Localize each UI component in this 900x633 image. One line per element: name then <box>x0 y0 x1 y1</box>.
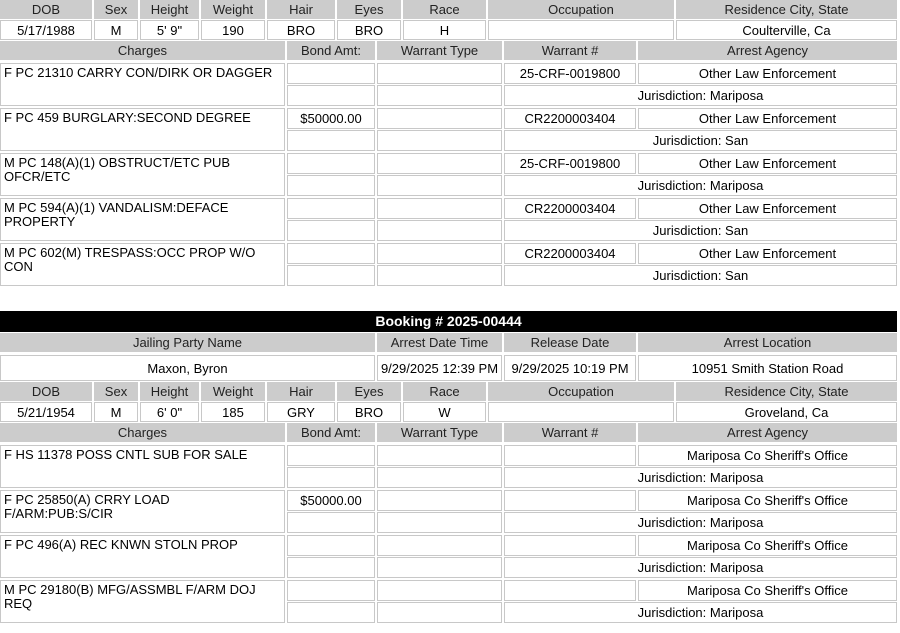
warrant-type <box>377 108 502 129</box>
warrant-number: 25-CRF-0019800 <box>504 63 636 84</box>
charge-text: M PC 594(A)(1) VANDALISM:DEFACE PROPERTY <box>4 200 229 229</box>
charge-cell <box>0 445 285 488</box>
person-residence: Groveland, Ca <box>676 402 897 422</box>
person-race: H <box>403 20 486 40</box>
bond-amount: $50000.00 <box>287 108 375 129</box>
warrant-type <box>377 153 502 174</box>
warrant-type <box>377 490 502 511</box>
person-dob: 5/21/1954 <box>0 402 92 422</box>
bond-amount-extra <box>287 220 375 241</box>
arrest-agency: Other Law Enforcement <box>638 63 897 84</box>
bond-amount-extra <box>287 467 375 488</box>
charge-text: F PC 496(A) REC KNWN STOLN PROP <box>4 537 238 552</box>
warrant-number <box>504 445 636 466</box>
charge-cell <box>0 63 285 106</box>
bond-amount-extra <box>287 130 375 151</box>
col-header-warrant-type: Warrant Type <box>377 423 502 442</box>
bond-amount-extra <box>287 175 375 196</box>
booking-title: Booking # 2025-00444 <box>0 311 897 332</box>
jurisdiction: Jurisdiction: Mariposa <box>504 557 897 578</box>
bond-amount <box>287 535 375 556</box>
col-header-occupation: Occupation <box>488 0 674 19</box>
col-header-weight: Weight <box>201 382 265 401</box>
warrant-type-extra <box>377 467 502 488</box>
charge-cell <box>0 108 285 151</box>
col-header-sex: Sex <box>94 382 138 401</box>
warrant-type <box>377 198 502 219</box>
warrant-type <box>377 63 502 84</box>
charge-text: F PC 459 BURGLARY:SECOND DEGREE <box>4 110 251 125</box>
warrant-number <box>504 580 636 601</box>
bond-amount <box>287 153 375 174</box>
col-header-eyes: Eyes <box>337 382 401 401</box>
col-header-release-date: Release Date <box>504 333 636 352</box>
jurisdiction: Jurisdiction: San <box>504 130 897 151</box>
warrant-type <box>377 580 502 601</box>
person-hair: BRO <box>267 20 335 40</box>
charge-cell <box>0 535 285 578</box>
arrest-agency: Mariposa Co Sheriff's Office <box>638 490 897 511</box>
bond-amount <box>287 243 375 264</box>
warrant-type-extra <box>377 265 502 286</box>
warrant-type <box>377 243 502 264</box>
arrest-agency: Mariposa Co Sheriff's Office <box>638 535 897 556</box>
charge-cell <box>0 198 285 241</box>
arrest-agency: Other Law Enforcement <box>638 108 897 129</box>
bond-amount <box>287 445 375 466</box>
warrant-type-extra <box>377 85 502 106</box>
arrest-agency: Mariposa Co Sheriff's Office <box>638 445 897 466</box>
bond-amount: $50000.00 <box>287 490 375 511</box>
person-height: 6' 0" <box>140 402 199 422</box>
charge-text: M PC 602(M) TRESPASS:OCC PROP W/O CON <box>4 245 256 274</box>
col-header-jailing-party: Jailing Party Name <box>0 333 375 352</box>
jurisdiction: Jurisdiction: San <box>504 265 897 286</box>
arrest-agency: Other Law Enforcement <box>638 198 897 219</box>
bond-amount-extra <box>287 265 375 286</box>
person-weight: 190 <box>201 20 265 40</box>
col-header-occupation: Occupation <box>488 382 674 401</box>
col-header-arrest-agency: Arrest Agency <box>638 41 897 60</box>
bond-amount <box>287 580 375 601</box>
jurisdiction: Jurisdiction: Mariposa <box>504 512 897 533</box>
jurisdiction: Jurisdiction: Mariposa <box>504 602 897 623</box>
warrant-type <box>377 535 502 556</box>
col-header-bond: Bond Amt: <box>287 41 375 60</box>
bond-amount <box>287 63 375 84</box>
col-header-warrant-number: Warrant # <box>504 423 636 442</box>
col-header-hair: Hair <box>267 382 335 401</box>
arrest-agency: Mariposa Co Sheriff's Office <box>638 580 897 601</box>
charge-text: M PC 148(A)(1) OBSTRUCT/ETC PUB OFCR/ETC <box>4 155 231 184</box>
warrant-number <box>504 490 636 511</box>
warrant-type-extra <box>377 130 502 151</box>
col-header-height: Height <box>140 382 199 401</box>
col-header-weight: Weight <box>201 0 265 19</box>
jurisdiction: Jurisdiction: San <box>504 220 897 241</box>
arrest-agency: Other Law Enforcement <box>638 243 897 264</box>
jailing-party-name: Maxon, Byron <box>0 355 375 381</box>
col-header-charges: Charges <box>0 423 285 442</box>
jurisdiction: Jurisdiction: Mariposa <box>504 467 897 488</box>
bond-amount-extra <box>287 85 375 106</box>
person-sex: M <box>94 20 138 40</box>
warrant-type-extra <box>377 557 502 578</box>
person-race: W <box>403 402 486 422</box>
bond-amount-extra <box>287 512 375 533</box>
col-header-arrest-date: Arrest Date Time <box>377 333 502 352</box>
warrant-type-extra <box>377 602 502 623</box>
col-header-hair: Hair <box>267 0 335 19</box>
bond-amount-extra <box>287 557 375 578</box>
col-header-arrest-agency: Arrest Agency <box>638 423 897 442</box>
person-weight: 185 <box>201 402 265 422</box>
jurisdiction: Jurisdiction: Mariposa <box>504 175 897 196</box>
warrant-number: CR2200003404 <box>504 198 636 219</box>
person-sex: M <box>94 402 138 422</box>
arrest-location: 10951 Smith Station Road <box>638 355 897 381</box>
warrant-number: CR2200003404 <box>504 108 636 129</box>
col-header-eyes: Eyes <box>337 0 401 19</box>
charge-text: F PC 21310 CARRY CON/DIRK OR DAGGER <box>4 65 273 80</box>
person-height: 5' 9" <box>140 20 199 40</box>
col-header-charges: Charges <box>0 41 285 60</box>
col-header-race: Race <box>403 0 486 19</box>
col-header-race: Race <box>403 382 486 401</box>
col-header-warrant-number: Warrant # <box>504 41 636 60</box>
charge-cell <box>0 490 285 533</box>
col-header-residence: Residence City, State <box>676 0 897 19</box>
col-header-residence: Residence City, State <box>676 382 897 401</box>
release-date: 9/29/2025 10:19 PM <box>504 355 636 381</box>
person-dob: 5/17/1988 <box>0 20 92 40</box>
bond-amount <box>287 198 375 219</box>
person-residence: Coulterville, Ca <box>676 20 897 40</box>
person-occupation <box>488 402 674 422</box>
warrant-number: CR2200003404 <box>504 243 636 264</box>
charge-text: F PC 25850(A) CRRY LOAD F/ARM:PUB:S/CIR <box>4 492 170 521</box>
charge-cell <box>0 153 285 196</box>
person-eyes: BRO <box>337 402 401 422</box>
col-header-dob: DOB <box>0 0 92 19</box>
person-occupation <box>488 20 674 40</box>
bond-amount-extra <box>287 602 375 623</box>
warrant-number: 25-CRF-0019800 <box>504 153 636 174</box>
person-hair: GRY <box>267 402 335 422</box>
warrant-type-extra <box>377 220 502 241</box>
col-header-dob: DOB <box>0 382 92 401</box>
person-eyes: BRO <box>337 20 401 40</box>
arrest-agency: Other Law Enforcement <box>638 153 897 174</box>
warrant-type-extra <box>377 512 502 533</box>
col-header-bond: Bond Amt: <box>287 423 375 442</box>
charge-cell <box>0 580 285 623</box>
charge-text: M PC 29180(B) MFG/ASSMBL F/ARM DOJ REQ <box>4 582 256 611</box>
warrant-type-extra <box>377 175 502 196</box>
jurisdiction: Jurisdiction: Mariposa <box>504 85 897 106</box>
col-header-sex: Sex <box>94 0 138 19</box>
charge-text: F HS 11378 POSS CNTL SUB FOR SALE <box>4 447 248 462</box>
warrant-number <box>504 535 636 556</box>
charge-cell <box>0 243 285 286</box>
warrant-type <box>377 445 502 466</box>
arrest-date-time: 9/29/2025 12:39 PM <box>377 355 502 381</box>
col-header-height: Height <box>140 0 199 19</box>
col-header-warrant-type: Warrant Type <box>377 41 502 60</box>
col-header-arrest-location: Arrest Location <box>638 333 897 352</box>
